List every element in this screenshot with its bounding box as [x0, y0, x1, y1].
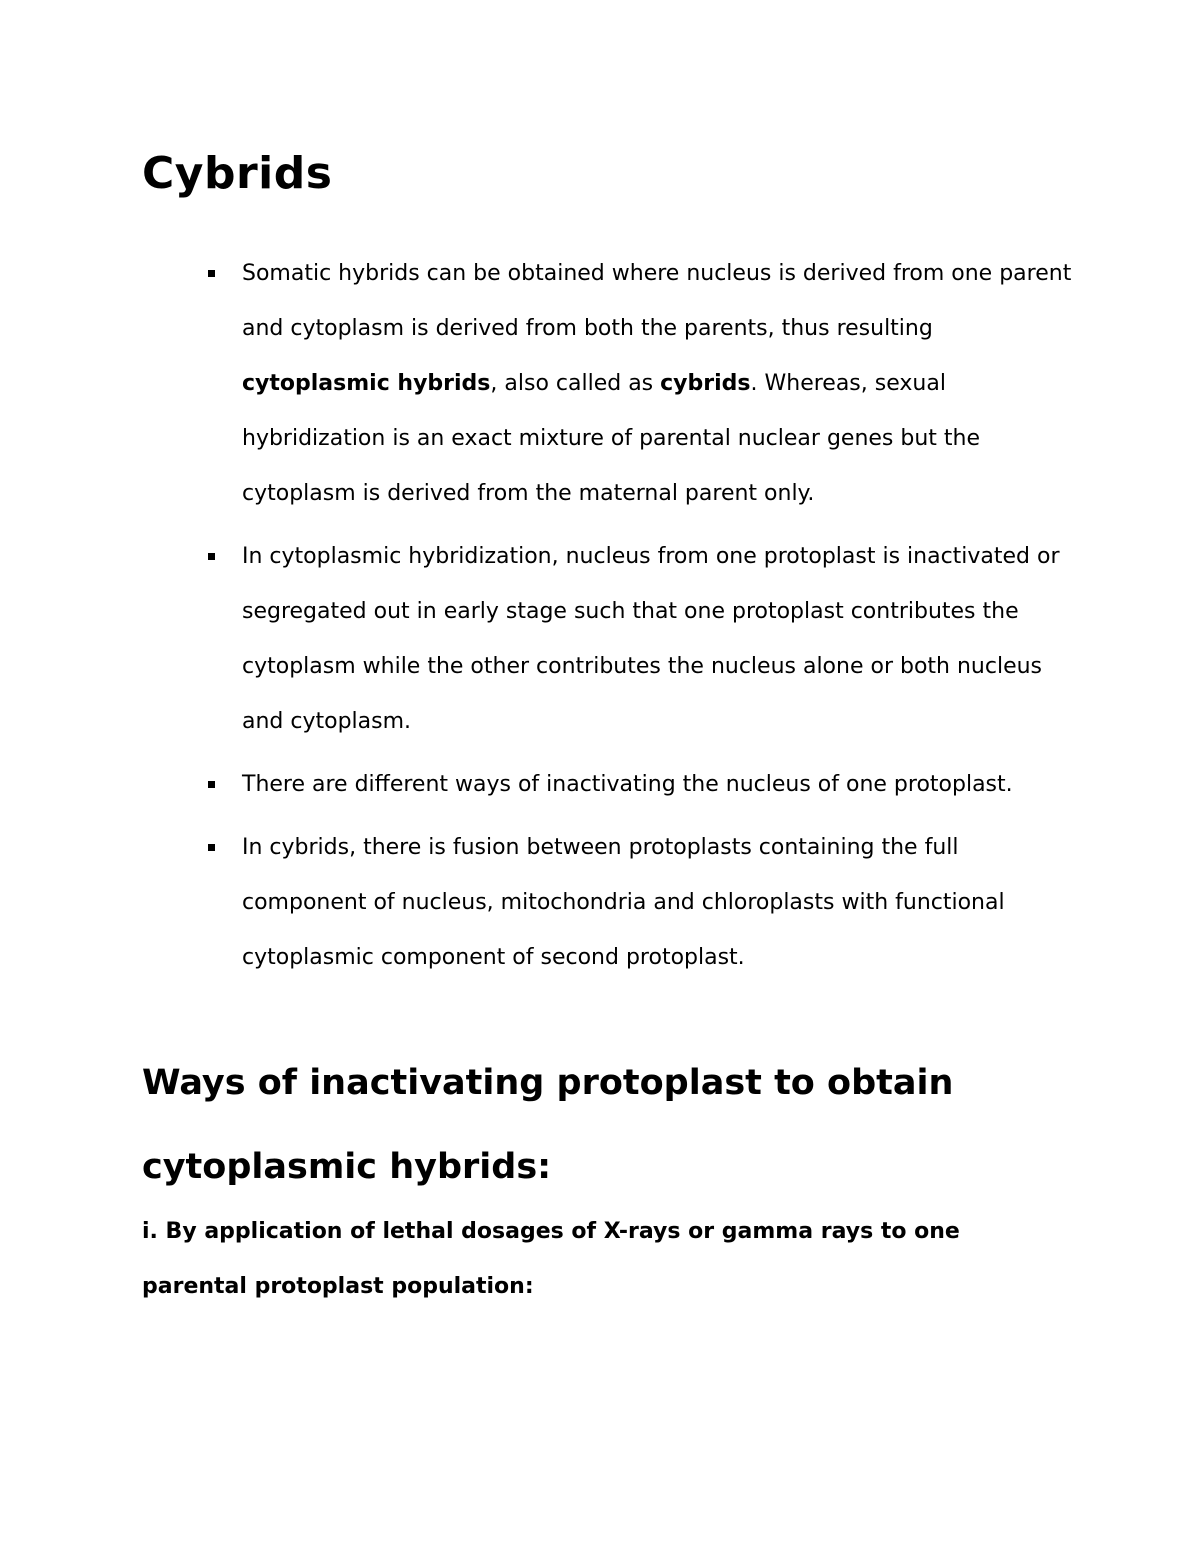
bold-term-cytoplasmic-hybrids: cytoplasmic hybrids: [242, 371, 491, 396]
list-item: [142, 820, 1072, 985]
bullet-text-part: Somatic hybrids can be obtained where nucleus is derived from one parent and cytoplasm is derived from both the parents, thus resulting: [242, 261, 1072, 341]
list-item: [142, 757, 1072, 812]
bullet-text-part: , also called as: [490, 371, 661, 396]
list-item: [142, 529, 1072, 749]
bold-term-cybrids: cybrids: [660, 371, 751, 396]
bullet-list: [142, 246, 1072, 993]
bullet-text-part: . Whereas, sexual hybridization is an exact mixture of parental nuclear genes but the cytoplasm is derived from the maternal parent only.: [242, 371, 981, 506]
list-item: [142, 246, 1072, 521]
bullet-text: In cytoplasmic hybridization, nucleus from one protoplast is inactivated or segregated out in early stage such that one protoplast contributes the cytoplasm while the other contributes the nucleus alone or both nucleus and cytoplasm.: [242, 544, 1060, 734]
section-heading: Ways of inactivating protoplast to obtain cytoplasmic hybrids:: [142, 1063, 954, 1187]
square-bullet-icon: [208, 844, 215, 851]
bullet-text: There are different ways of inactivating the nucleus of one protoplast.: [242, 772, 1013, 797]
square-bullet-icon: [208, 270, 215, 277]
page-title: Cybrids: [142, 148, 333, 199]
bullet-text: In cybrids, there is fusion between protoplasts containing the full component of nucleus, mitochondria and chloroplasts with functional cytoplasmic component of second protoplast.: [242, 835, 1005, 970]
subsection-heading: i. By application of lethal dosages of X-rays or gamma rays to one parental protoplast population:: [142, 1219, 960, 1299]
square-bullet-icon: [208, 781, 215, 788]
square-bullet-icon: [208, 553, 215, 560]
